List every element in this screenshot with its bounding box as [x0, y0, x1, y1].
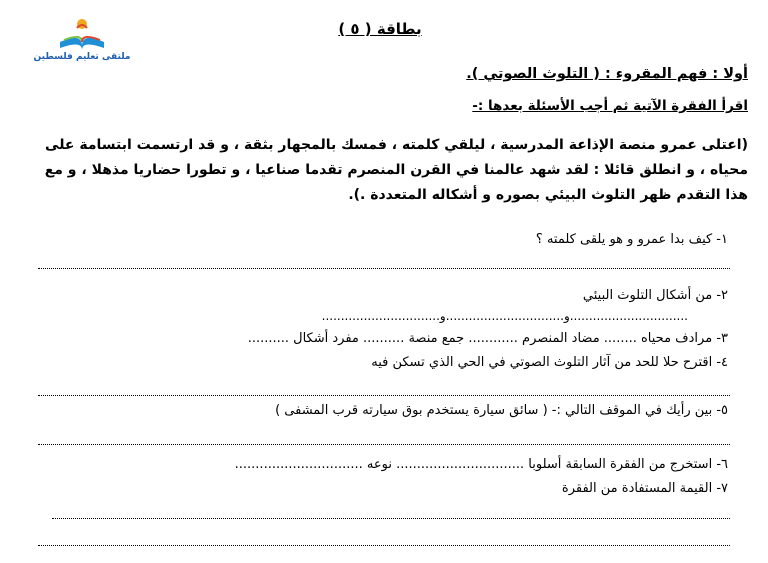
answer-line-7a[interactable] — [52, 518, 730, 519]
question-7: ٧- القيمة المستفادة من الفقرة — [561, 481, 728, 496]
answer-line-5[interactable] — [38, 444, 730, 445]
question-6: ٦- استخرج من الفقرة السابقة أسلوبا ............................... نوعه ............................... — [234, 457, 728, 472]
card-title: بطاقة ( ٥ ) — [338, 20, 422, 38]
instruction-heading: اقرأ الفقرة الآتية ثم أجب الأسئلة بعدها :- — [472, 98, 748, 114]
question-2: ٢- من أشكال التلوث البيئي — [582, 288, 728, 303]
question-5: ٥- بين رأيك في الموقف التالي :- ( سائق سيارة يستخدم بوق سيارته قرب المشفى ) — [275, 403, 728, 418]
logo-text: ملتقى تعليم فلسطين — [33, 52, 131, 62]
answer-line-4[interactable] — [38, 395, 730, 396]
question-1: ١- كيف بدا عمرو و هو يلقى كلمته ؟ — [535, 232, 728, 247]
section-heading: أولا : فهم المقروء : ( التلوث الصوتي ). — [466, 66, 748, 82]
answer-line-7b[interactable] — [38, 545, 730, 546]
logo-book-icon — [30, 18, 134, 54]
question-4: ٤- اقترح حلا للحد من آثار التلوث الصوتي في الحي الذي تسكن فيه — [371, 355, 728, 370]
reading-paragraph: (اعتلى عمرو منصة الإذاعة المدرسية ، ليلقي كلمته ، فمسك بالمجهار بثقة ، و قد ارتسمت ابتسامة على محياه ، و انطلق قائلا : لقد شهد عالمنا في القرن المنصرم تقدما صناعيا ، و تطورا حضاريا مذهلا ، و مع هذا التقدم ظهر التلوث البيئي بصوره و أشكاله المتعددة .). — [44, 137, 748, 203]
answer-line-1[interactable] — [38, 268, 730, 269]
logo — [30, 18, 134, 64]
question-3: ٣- مرادف محياه ........ مضاد المنصرم ............ جمع منصة .......... مفرد أشكال .......... — [247, 331, 728, 346]
question-2-blanks[interactable]: ...............................و...............................و............................... — [321, 309, 688, 323]
